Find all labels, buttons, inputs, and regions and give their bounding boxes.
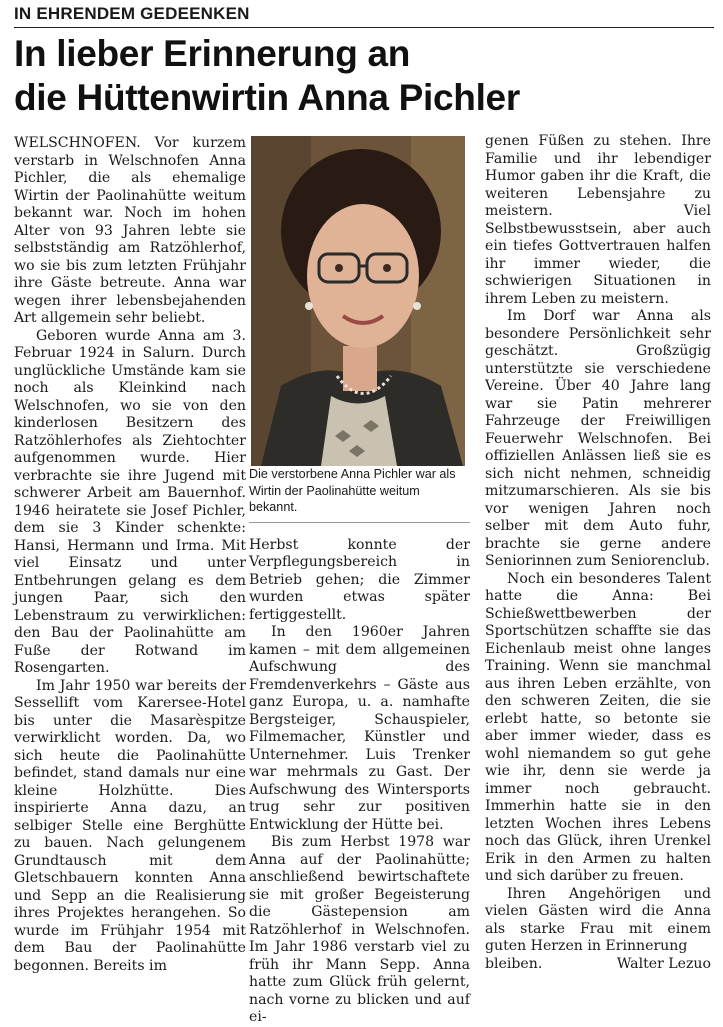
portrait-illustration	[251, 136, 465, 466]
article-paragraph: Geboren wurde Anna am 3. Februar 1924 in Salurn. Durch unglückliche Umstände kam sie noch als Kleinkind nach Welschnofen, wo sie von den kinderlosen Besitzern des Ratzöhlerhofes als Ziehtochter aufgenommen wurde. Hier verbrachte sie ihre Jugend mit schwerer Arbeit am Bauernhof. 1946 heiratete sie Josef Pichler, dem sie 3 Kinder schenkte: Hansi, Hermann und Irma. Mit viel Einsatz und unter Entbehrungen gelang es dem jungen Paar, sich den Lebenstraum zu verwirklichen: den Bau der Paolinahütte am Fuße der Rotwand im Rosengarten.	[14, 327, 246, 676]
headline-line-1: In lieber Erinnerung an	[14, 33, 411, 74]
closing-word: bleiben.	[485, 955, 543, 972]
article-paragraph: Im Dorf war Anna als besondere Persönlichkeit sehr geschätzt. Großzügig unterstützte sie verschiedene Vereine. Über 40 Jahre lang war sie Patin mehrerer Fahrzeuge der Freiwilligen Feuerwehr Welschnofen. Bei offiziellen Anlässen ließ sie es sich nicht nehmen, schneidig mitzumarschieren. Als sie bis vor wenigen Jahren noch selber mit dem Auto fuhr, brachte sie gerne andere Seniorinnen zum Seniorenclub.	[485, 308, 711, 569]
headline	[14, 32, 714, 120]
article-paragraph: WELSCHNOFEN. Vor kurzem verstarb in Welschnofen Anna Pichler, die als ehemalige Wirtin der Paolinahütte weitum bekannt war. Noch im hohen Alter von 93 Jahren lebte sie selbstständig am Ratzöhlerhof, wo sie bis zum letzten Frühjahr ihre Gäste betreute. Anna war wegen ihrer lebensbejahenden Art allgemein sehr beliebt.	[14, 135, 246, 326]
article-paragraph: In den 1960er Jahren kamen – mit dem allgemeinen Aufschwung des Fremdenverkehrs – Gäste aus ganz Europa, u. a. namhafte Bergsteiger, Schauspieler, Filmemacher, Künstler und Unternehmer. Luis Trenker war mehrmals zu Gast. Der Aufschwung des Wintersports trug sehr zur positiven Entwicklung der Hütte bei.	[249, 624, 470, 833]
article-column-2	[249, 136, 470, 1027]
section-kicker: IN EHRENDEM GEDEENKEN	[14, 4, 714, 28]
article-column-3	[485, 133, 711, 973]
headline-line-2: die Hüttenwirtin Anna Pichler	[14, 77, 520, 118]
signature-line	[485, 956, 711, 974]
article-paragraph: Noch ein besonderes Talent hatte die Anna: Bei Schießwettbewerben der Sportschützen schaffte sie das Eichenlaub meist ohne langes Training. Wenn sie manchmal aus ihren Leben erzählte, von den schweren Zeiten, die sie erlebt hatte, so betonte sie aber immer wieder, dass es wohl niemandem so gut gehe wie ihr, denn sie werde ja immer noch gebraucht. Immerhin hatte sie in den letzten Wochen ihres Lebens noch das Glück, ihren Urenkel Erik in den Armen zu halten und sich darüber zu freuen.	[485, 570, 711, 884]
article-paragraph: Herbst konnte der Verpflegungsbereich in Betrieb gehen; die Zimmer wurden etwas später fertiggestellt.	[249, 536, 470, 623]
author-name: Walter Lezuo	[616, 955, 711, 972]
article-paragraph: genen Füßen zu stehen. Ihre Familie und ihr lebendiger Humor gaben ihr die Kraft, die weiteren Lebensjahre zu meistern. Viel Selbstbewusstsein, aber auch ein tiefes Gottvertrauen halfen ihr immer wieder, die schwierigen Situationen in ihrem Leben zu meistern.	[485, 133, 711, 307]
article-paragraph: Ihren Angehörigen und vielen Gästen wird die Anna als starke Frau mit einem guten Herzen in Erinnerung	[485, 885, 711, 954]
portrait-photo	[251, 136, 465, 466]
photo-caption: Die verstorbene Anna Pichler war als Wirtin der Paolinahütte weitum bekannt.	[249, 466, 470, 523]
article-paragraph: Im Jahr 1950 war bereits der Sessellift vom Karersee-Hotel bis unter die Masarèspitze verwirklicht worden. Da, wo sich heute die Paolinahütte befindet, stand damals nur eine kleine Holzhütte. Dies inspirierte Anna dazu, an selbiger Stelle eine Berghütte zu bauen. Nach gelungenem Grundtausch mit dem Gletschbauern konnten Anna und Sepp an die Realisierung ihres Projektes herangehen. So wurde im Frühjahr 1954 mit dem Bau der Paolinahütte begonnen. Bereits im	[14, 677, 246, 974]
article-column-1	[14, 135, 246, 975]
article-paragraph: Bis zum Herbst 1978 war Anna auf der Paolinahütte; anschließend bewirtschaftete sie mit großer Begeisterung die Gästepension am Ratzöhlerhof in Welschnofen. Im Jahr 1986 verstarb viel zu früh ihr Mann Sepp. Anna hatte zum Glück früh gelernt, nach vorne zu blicken und auf ei-	[249, 834, 470, 1025]
